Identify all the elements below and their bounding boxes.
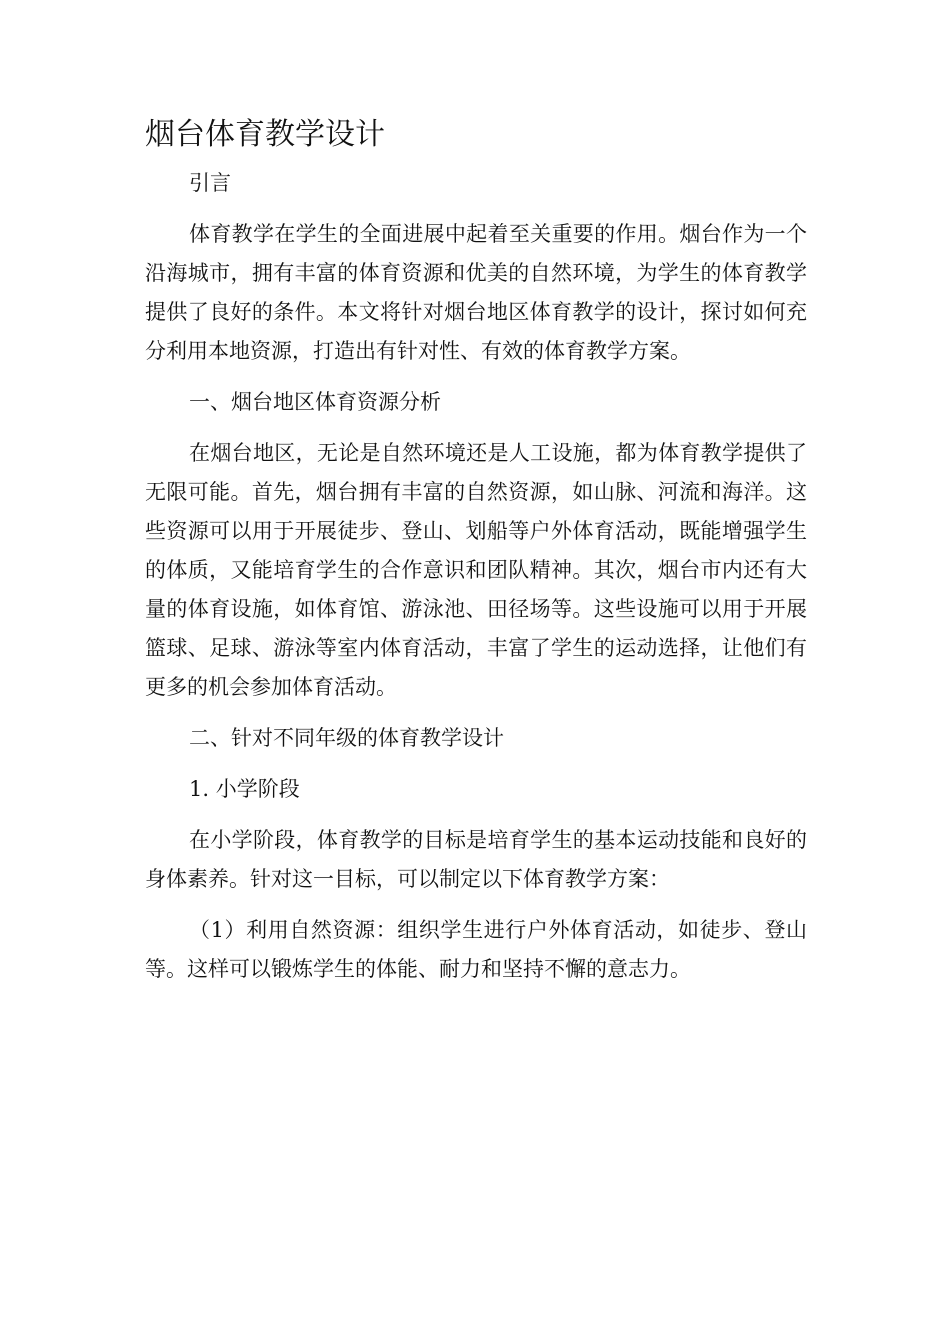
intro-paragraph: 体育教学在学生的全面进展中起着至关重要的作用。烟台作为一个沿海城市，拥有丰富的体育资源和优美的自然环境，为学生的体育教学提供了良好的条件。本文将针对烟台地区体育教学的设计，探讨如何充分利用本地资源，打造出有针对性、有效的体育教学方案。 (145, 222, 807, 363)
intro-heading: 引言 (189, 171, 231, 195)
item-1-paragraph: （1）利用自然资源：组织学生进行户外体育活动，如徒步、登山等。这样可以锻炼学生的体能、耐力和坚持不懈的意志力。 (145, 918, 807, 981)
document-title: 烟台体育教学设计 (145, 117, 385, 152)
section-1-paragraph: 在烟台地区，无论是自然环境还是人工设施，都为体育教学提供了无限可能。首先，烟台拥有丰富的自然资源，如山脉、河流和海洋。这些资源可以用于开展徒步、登山、划船等户外体育活动，既能增强学生的体质，又能培育学生的合作意识和团队精神。其次，烟台市内还有大量的体育设施，如体育馆、游泳池、田径场等。这些设施可以用于开展篮球、足球、游泳等室内体育活动，丰富了学生的运动选择，让他们有更多的机会参加体育活动。 (145, 441, 807, 699)
section-2-heading: 二、针对不同年级的体育教学设计 (189, 726, 504, 750)
subsection-1-heading: 1. 小学阶段 (189, 777, 300, 801)
subsection-1-paragraph: 在小学阶段，体育教学的目标是培育学生的基本运动技能和良好的身体素养。针对这一目标，可以制定以下体育教学方案： (145, 828, 807, 891)
section-1-heading: 一、烟台地区体育资源分析 (189, 390, 441, 414)
document-body (145, 112, 807, 1001)
